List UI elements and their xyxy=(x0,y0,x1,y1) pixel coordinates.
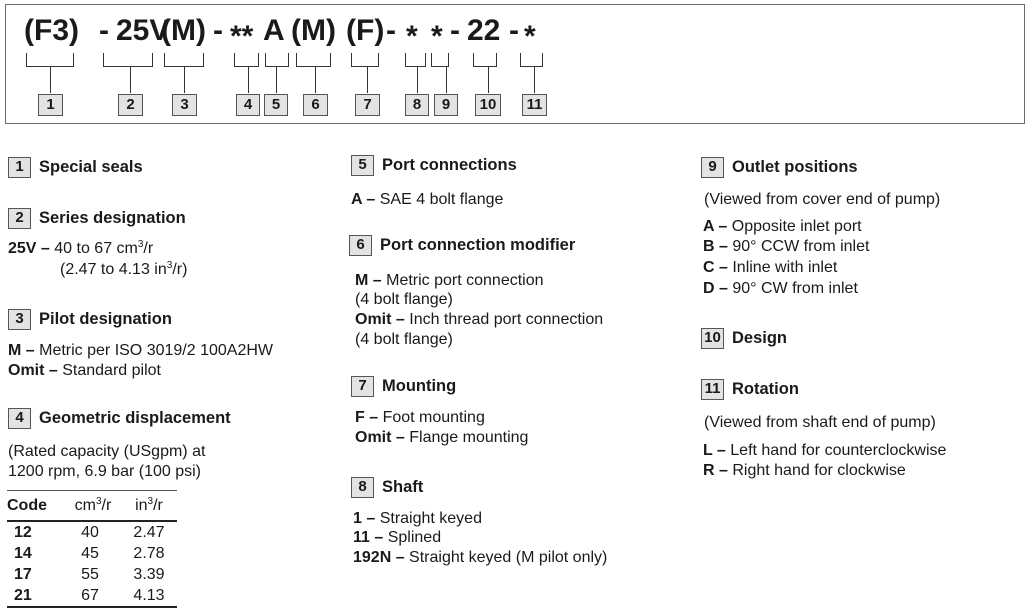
superscript: 3 xyxy=(166,260,173,271)
section-title: Design xyxy=(732,328,788,347)
code-segment: (F) xyxy=(346,14,385,47)
option-desc: Right hand for clockwise xyxy=(727,462,906,479)
option-line xyxy=(355,310,603,330)
callout-bracket xyxy=(265,53,289,67)
callout-leader-line xyxy=(184,67,185,93)
displacement-note: 1200 rpm, 6.9 bar (100 psi) xyxy=(8,463,201,480)
callout-bracket xyxy=(164,53,204,67)
option-desc: Left hand for counterclockwise xyxy=(725,442,947,459)
section-header-pilot-designation xyxy=(8,308,172,330)
callout-leader-line xyxy=(130,67,131,93)
section-number-badge: 8 xyxy=(351,477,374,498)
column-header-code: Code xyxy=(7,497,47,514)
code-segment: (F3) xyxy=(24,14,79,47)
section-title: Rotation xyxy=(732,379,799,398)
callout-leader-line xyxy=(446,67,447,93)
section-number-badge: 5 xyxy=(351,155,374,176)
code-wildcard: * xyxy=(524,20,536,53)
table-header-row xyxy=(7,491,177,522)
option-code: R – xyxy=(703,462,728,479)
section-title: Geometric displacement xyxy=(39,408,231,427)
option-code: Omit – xyxy=(8,362,58,379)
option-code: M – xyxy=(8,342,35,359)
option-desc: 90° CCW from inlet xyxy=(727,238,870,255)
option-desc: (2.47 to 4.13 in xyxy=(60,261,167,278)
section-header-series-designation xyxy=(8,207,186,229)
outlet-note: (Viewed from cover end of pump) xyxy=(704,191,941,208)
section-header-special-seals xyxy=(8,156,143,178)
option-line xyxy=(353,509,482,529)
option-code: 11 – xyxy=(353,529,384,546)
callout-number-badge: 1 xyxy=(38,94,63,116)
callout-bracket xyxy=(405,53,426,67)
displacement-table xyxy=(7,490,177,608)
cell-cm: 55 xyxy=(81,566,99,583)
option-code: A – xyxy=(351,191,376,208)
callout-leader-line xyxy=(417,67,418,93)
code-wildcard: * xyxy=(431,20,443,53)
cell-in: 4.13 xyxy=(133,587,165,604)
displacement-note: (Rated capacity (USgpm) at xyxy=(8,443,206,460)
section-number-badge: 4 xyxy=(8,408,31,429)
callout-number-badge: 6 xyxy=(303,94,328,116)
option-desc-unit: /r xyxy=(143,240,154,257)
callout-number-badge: 10 xyxy=(475,94,501,116)
option-line-continued: (4 bolt flange) xyxy=(355,291,453,308)
option-line xyxy=(703,258,837,278)
callout-number-badge: 4 xyxy=(236,94,260,116)
section-number-badge: 9 xyxy=(701,157,724,178)
callout-bracket xyxy=(351,53,379,67)
callout-leader-line xyxy=(276,67,277,93)
callout-bracket xyxy=(103,53,153,67)
section-header-port-connections xyxy=(351,154,517,176)
option-desc: SAE 4 bolt flange xyxy=(375,191,504,208)
section-header-design xyxy=(701,327,787,349)
option-line-continued: (4 bolt flange) xyxy=(355,331,453,348)
table-row xyxy=(7,585,177,607)
option-code: A – xyxy=(703,218,728,235)
cell-code: 14 xyxy=(14,545,32,562)
option-line xyxy=(703,441,946,461)
code-segment: (M) xyxy=(161,14,206,47)
option-line xyxy=(353,528,441,548)
section-number-badge: 6 xyxy=(349,235,372,256)
option-desc: Foot mounting xyxy=(378,409,485,426)
cell-cm: 45 xyxy=(81,545,99,562)
callout-bracket xyxy=(520,53,543,67)
rotation-note: (Viewed from shaft end of pump) xyxy=(704,414,936,431)
option-code: B – xyxy=(703,238,728,255)
option-code: Omit – xyxy=(355,311,405,328)
code-segment: A xyxy=(263,14,285,47)
option-line xyxy=(351,190,503,210)
option-desc: Inline with inlet xyxy=(727,259,838,276)
section-title: Mounting xyxy=(382,376,457,395)
superscript: 3 xyxy=(137,239,144,250)
code-wildcard: * xyxy=(406,20,418,53)
option-desc: Inch thread port connection xyxy=(404,311,604,328)
option-line xyxy=(353,548,607,568)
option-code: 1 – xyxy=(353,510,376,527)
section-header-rotation xyxy=(701,378,799,400)
section-number-badge: 10 xyxy=(701,328,724,349)
code-segment: (M) xyxy=(291,14,336,47)
section-title: Shaft xyxy=(382,477,424,496)
option-code: D – xyxy=(703,280,728,297)
option-line xyxy=(8,361,161,381)
option-desc: Straight keyed xyxy=(375,510,482,527)
callout-bracket xyxy=(234,53,259,67)
option-line xyxy=(355,428,528,448)
table-row xyxy=(7,521,177,543)
option-code: L – xyxy=(703,442,726,459)
callout-number-badge: 7 xyxy=(355,94,380,116)
callout-number-badge: 2 xyxy=(118,94,143,116)
code-segment: - xyxy=(386,14,396,47)
option-line xyxy=(355,408,485,428)
option-code: 192N – xyxy=(353,549,405,566)
section-title: Series designation xyxy=(39,208,186,227)
callout-number-badge: 8 xyxy=(405,94,429,116)
option-code: F – xyxy=(355,409,379,426)
column-header-in3-per-rev: $in^3/r$ xyxy=(135,496,163,514)
callout-leader-line xyxy=(248,67,249,93)
section-number-badge: 2 xyxy=(8,208,31,229)
code-segment: - xyxy=(450,14,460,47)
code-segment: - xyxy=(99,14,109,47)
callout-number-badge: 5 xyxy=(264,94,288,116)
option-code: C – xyxy=(703,259,728,276)
option-code: Omit – xyxy=(355,429,405,446)
section-title: Pilot designation xyxy=(39,309,172,328)
callout-leader-line xyxy=(488,67,489,93)
section-header-shaft xyxy=(351,476,423,498)
callout-number-badge: 11 xyxy=(522,94,547,116)
section-header-outlet-positions xyxy=(701,156,858,178)
callout-leader-line xyxy=(534,67,535,93)
series-option-line xyxy=(8,239,153,259)
section-header-mounting xyxy=(351,375,456,397)
cell-in: 2.78 xyxy=(133,545,165,562)
callout-bracket xyxy=(431,53,449,67)
option-line xyxy=(703,461,906,481)
option-line xyxy=(8,341,273,361)
option-desc-unit: /r) xyxy=(172,261,188,278)
code-segment: 25V xyxy=(116,14,170,47)
option-desc: Straight keyed (M pilot only) xyxy=(404,549,608,566)
section-title: Port connections xyxy=(382,155,517,174)
option-desc: Metric port connection xyxy=(381,272,544,289)
option-desc: 40 to 67 cm xyxy=(49,240,138,257)
cell-in: 3.39 xyxy=(133,566,165,583)
section-number-badge: 3 xyxy=(8,309,31,330)
section-number-badge: 11 xyxy=(701,379,724,400)
code-segment: - xyxy=(213,14,223,47)
option-code: M – xyxy=(355,272,382,289)
option-line xyxy=(703,279,858,299)
cell-code: 12 xyxy=(14,524,32,541)
option-desc: Splined xyxy=(383,529,442,546)
option-line xyxy=(355,271,544,291)
cell-code: 21 xyxy=(14,587,32,604)
code-wildcard: ** xyxy=(230,20,254,53)
section-header-port-connection-modifier xyxy=(349,234,575,256)
section-number-badge: 7 xyxy=(351,376,374,397)
cell-cm: 67 xyxy=(81,587,99,604)
callout-bracket xyxy=(26,53,74,67)
section-title: Outlet positions xyxy=(732,157,858,176)
callout-number-badge: 9 xyxy=(434,94,458,116)
option-desc: Standard pilot xyxy=(57,362,161,379)
option-line xyxy=(703,217,862,237)
callout-leader-line xyxy=(50,67,51,93)
section-header-geometric-displacement xyxy=(8,407,231,429)
model-code-box xyxy=(5,4,1025,124)
callout-leader-line xyxy=(315,67,316,93)
option-code: 25V – xyxy=(8,240,50,257)
table-row xyxy=(7,543,177,564)
callout-bracket xyxy=(296,53,331,67)
callout-leader-line xyxy=(367,67,368,93)
option-desc: 90° CW from inlet xyxy=(727,280,858,297)
option-line xyxy=(703,237,869,257)
series-option-line-2 xyxy=(60,260,187,280)
cell-cm: 40 xyxy=(81,524,99,541)
cell-in: 2.47 xyxy=(133,524,165,541)
callout-number-badge: 3 xyxy=(172,94,197,116)
section-title: Port connection modifier xyxy=(380,235,576,254)
code-segment: 22 xyxy=(467,14,501,47)
option-desc: Opposite inlet port xyxy=(727,218,862,235)
cell-code: 17 xyxy=(14,566,32,583)
code-segment: - xyxy=(509,14,519,47)
option-desc: Flange mounting xyxy=(404,429,529,446)
option-desc: Metric per ISO 3019/2 100A2HW xyxy=(34,342,273,359)
section-title: Special seals xyxy=(39,157,143,176)
section-number-badge: 1 xyxy=(8,157,31,178)
table-row xyxy=(7,564,177,585)
column-header-cm3-per-rev: $cm^3/r$ xyxy=(74,496,112,514)
callout-bracket xyxy=(473,53,497,67)
